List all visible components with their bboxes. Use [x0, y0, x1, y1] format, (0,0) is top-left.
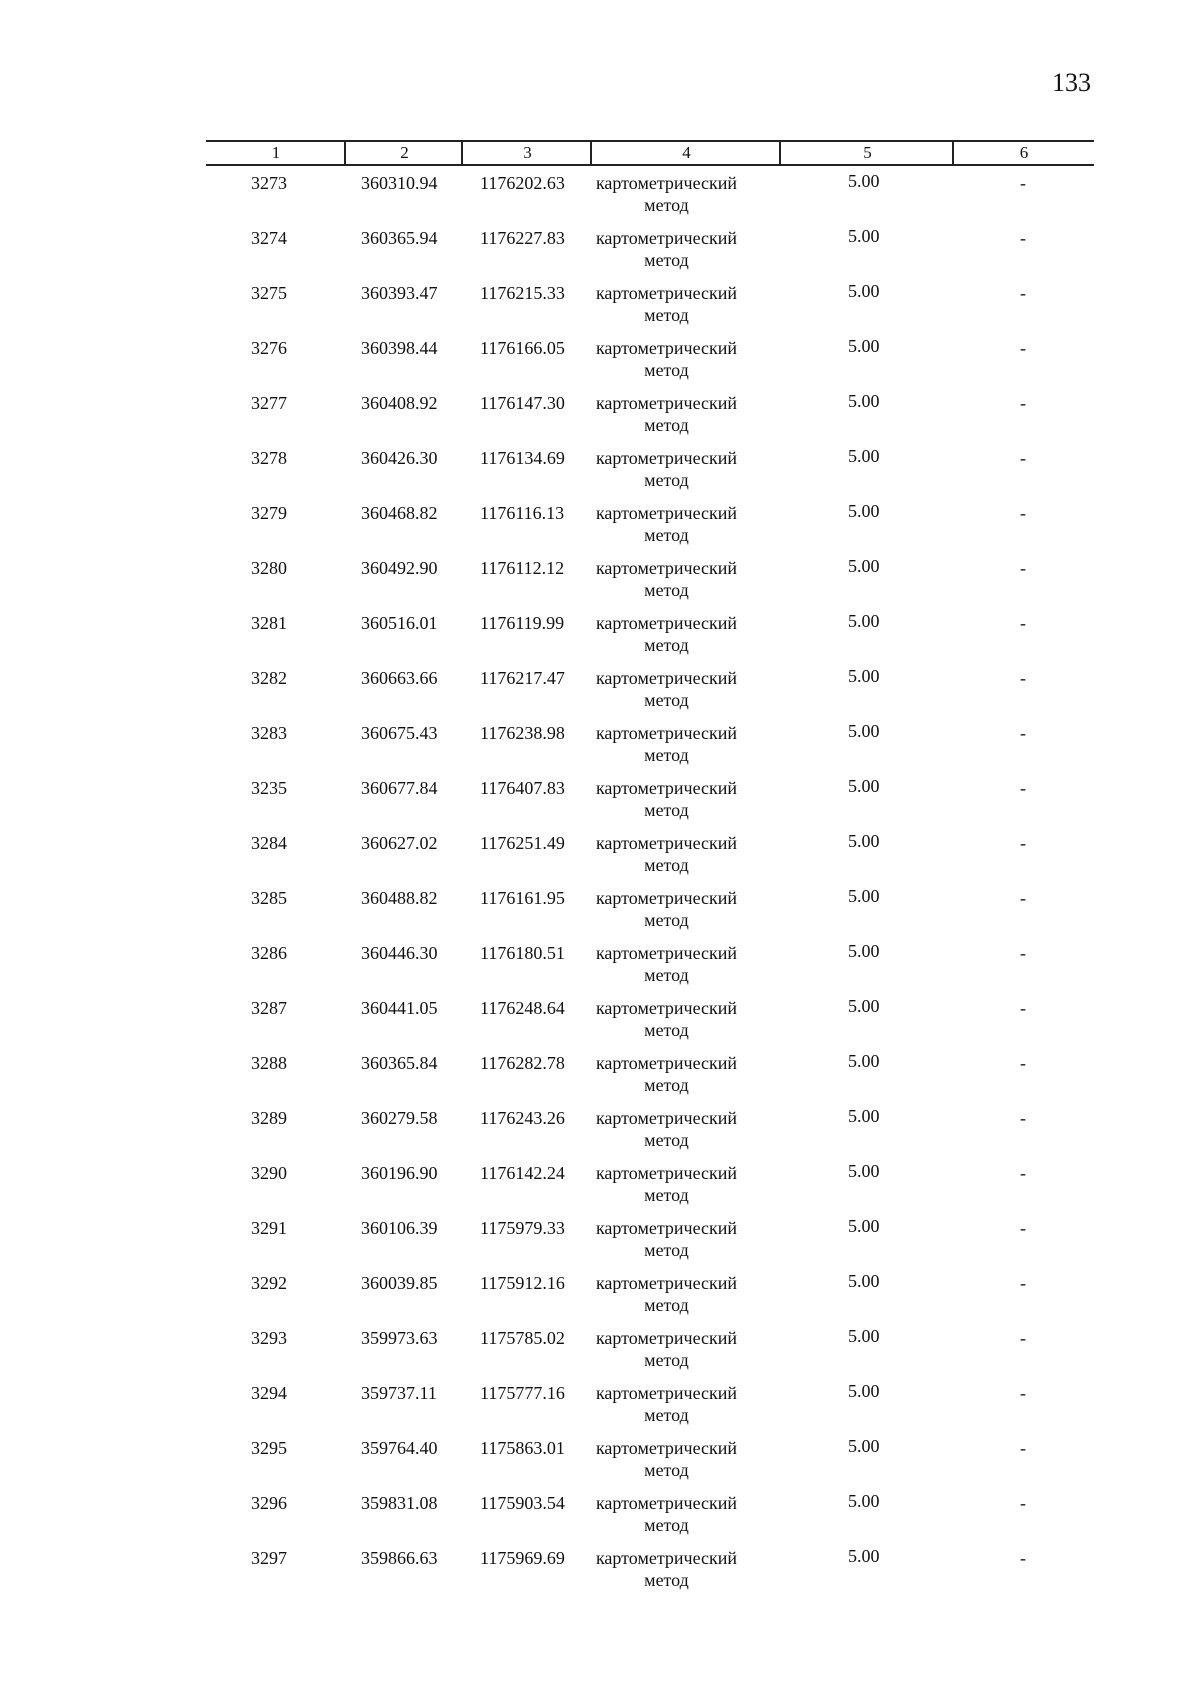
- point-number: 3275: [251, 283, 287, 303]
- coord-y: 1176215.33: [480, 283, 565, 303]
- method-line-2: метод: [644, 525, 689, 545]
- coord-x: 360039.85: [361, 1273, 438, 1293]
- table-row: [206, 282, 1094, 337]
- method-line-2: метод: [644, 360, 689, 380]
- note: -: [1020, 888, 1026, 908]
- coord-y: 1176112.12: [480, 558, 565, 578]
- method-line-2: метод: [644, 470, 689, 490]
- method-line-2: метод: [644, 1075, 689, 1095]
- coord-x: 360310.94: [361, 173, 438, 193]
- table-row: [206, 1492, 1094, 1547]
- method-line-1: картометрический: [595, 338, 738, 358]
- method-line-1: картометрический: [595, 1108, 738, 1128]
- accuracy: 5.00: [848, 281, 880, 301]
- accuracy: 5.00: [848, 556, 880, 576]
- point-number: 3297: [251, 1548, 287, 1568]
- note: -: [1020, 998, 1026, 1018]
- method-line-2: метод: [644, 635, 689, 655]
- point-number: 3293: [251, 1328, 287, 1348]
- method-line-1: картометрический: [595, 448, 738, 468]
- coord-y: 1176119.99: [480, 613, 565, 633]
- coord-x: 360408.92: [361, 393, 438, 413]
- method-line-2: метод: [644, 910, 689, 930]
- table-body: [206, 172, 1094, 1602]
- accuracy: 5.00: [848, 1326, 880, 1346]
- note: -: [1020, 1163, 1026, 1183]
- point-number: 3277: [251, 393, 287, 413]
- accuracy: 5.00: [848, 776, 880, 796]
- accuracy: 5.00: [848, 1271, 880, 1291]
- accuracy: 5.00: [848, 1106, 880, 1126]
- method: [589, 942, 744, 986]
- method: [589, 832, 744, 876]
- method: [589, 1437, 744, 1481]
- accuracy: 5.00: [848, 446, 880, 466]
- coord-y: 1176227.83: [480, 228, 565, 248]
- method-line-1: картометрический: [595, 1053, 738, 1073]
- method: [589, 887, 744, 931]
- method-line-1: картометрический: [595, 1163, 738, 1183]
- accuracy: 5.00: [848, 831, 880, 851]
- method: [589, 172, 744, 216]
- coord-y: 1176202.63: [480, 173, 565, 193]
- accuracy: 5.00: [848, 1161, 880, 1181]
- note: -: [1020, 393, 1026, 413]
- table-row: [206, 1217, 1094, 1272]
- method: [589, 1327, 744, 1371]
- note: -: [1020, 1218, 1026, 1238]
- coord-x: 360492.90: [361, 558, 438, 578]
- table-row: [206, 777, 1094, 832]
- coord-y: 1176180.51: [480, 943, 565, 963]
- table-row: [206, 612, 1094, 667]
- method: [589, 337, 744, 381]
- method: [589, 1382, 744, 1426]
- method-line-2: метод: [644, 1515, 689, 1535]
- note: -: [1020, 1438, 1026, 1458]
- method-line-1: картометрический: [595, 998, 738, 1018]
- point-number: 3296: [251, 1493, 287, 1513]
- coord-y: 1176116.13: [480, 503, 565, 523]
- note: -: [1020, 173, 1026, 193]
- table-row: [206, 557, 1094, 612]
- coord-y: 1175979.33: [480, 1218, 565, 1238]
- note: -: [1020, 778, 1026, 798]
- coord-x: 360279.58: [361, 1108, 438, 1128]
- table-row: [206, 1272, 1094, 1327]
- method-line-1: картометрический: [595, 778, 738, 798]
- table-row: [206, 832, 1094, 887]
- header-col-4: 4: [592, 142, 781, 164]
- table-row: [206, 887, 1094, 942]
- method-line-2: метод: [644, 1405, 689, 1425]
- method-line-2: метод: [644, 305, 689, 325]
- note: -: [1020, 1108, 1026, 1128]
- coord-x: 360196.90: [361, 1163, 438, 1183]
- accuracy: 5.00: [848, 1546, 880, 1566]
- method-line-1: картометрический: [595, 1273, 738, 1293]
- method-line-2: метод: [644, 965, 689, 985]
- method-line-1: картометрический: [595, 833, 738, 853]
- method: [589, 1107, 744, 1151]
- method: [589, 722, 744, 766]
- method-line-2: метод: [644, 1130, 689, 1150]
- method-line-1: картометрический: [595, 503, 738, 523]
- table-row: [206, 997, 1094, 1052]
- note: -: [1020, 1053, 1026, 1073]
- method-line-2: метод: [644, 195, 689, 215]
- header-col-3: 3: [463, 142, 592, 164]
- point-number: 3283: [251, 723, 287, 743]
- accuracy: 5.00: [848, 886, 880, 906]
- header-col-6: 6: [1019, 143, 1029, 162]
- method-line-2: метод: [644, 1350, 689, 1370]
- note: -: [1020, 338, 1026, 358]
- method: [589, 282, 744, 326]
- method: [589, 1052, 744, 1096]
- point-number: 3279: [251, 503, 287, 523]
- coord-x: 360516.01: [361, 613, 438, 633]
- note: -: [1020, 1548, 1026, 1568]
- table-row: [206, 667, 1094, 722]
- coord-y: 1176134.69: [480, 448, 565, 468]
- accuracy: 5.00: [848, 1491, 880, 1511]
- point-number: 3280: [251, 558, 287, 578]
- coord-y: 1175912.16: [480, 1273, 565, 1293]
- note: -: [1020, 723, 1026, 743]
- method-line-2: метод: [644, 250, 689, 270]
- coord-x: 360663.66: [361, 668, 438, 688]
- method: [589, 392, 744, 436]
- point-number: 3235: [251, 778, 287, 798]
- coord-y: 1175785.02: [480, 1328, 565, 1348]
- coord-y: 1176407.83: [480, 778, 565, 798]
- table-header: [206, 140, 1094, 166]
- method-line-1: картометрический: [595, 1328, 738, 1348]
- method-line-2: метод: [644, 690, 689, 710]
- note: -: [1020, 228, 1026, 248]
- accuracy: 5.00: [848, 996, 880, 1016]
- point-number: 3291: [251, 1218, 287, 1238]
- method: [589, 667, 744, 711]
- table-row: [206, 502, 1094, 557]
- note: -: [1020, 558, 1026, 578]
- method: [589, 612, 744, 656]
- header-col-1: 1: [206, 142, 346, 164]
- table-row: [206, 1547, 1094, 1602]
- method-line-1: картометрический: [595, 1548, 738, 1568]
- accuracy: 5.00: [848, 721, 880, 741]
- coord-x: 359737.11: [361, 1383, 437, 1403]
- table-row: [206, 942, 1094, 997]
- method-line-2: метод: [644, 1185, 689, 1205]
- table-row: [206, 227, 1094, 282]
- method-line-2: метод: [644, 1240, 689, 1260]
- method: [589, 1217, 744, 1261]
- method-line-2: метод: [644, 580, 689, 600]
- header-col-2: 2: [346, 142, 463, 164]
- coord-y: 1175777.16: [480, 1383, 565, 1403]
- accuracy: 5.00: [848, 501, 880, 521]
- coord-y: 1176161.95: [480, 888, 565, 908]
- point-number: 3276: [251, 338, 287, 358]
- method: [589, 997, 744, 1041]
- accuracy: 5.00: [848, 941, 880, 961]
- method: [589, 1492, 744, 1536]
- point-number: 3292: [251, 1273, 287, 1293]
- page-number: 133: [1052, 68, 1091, 97]
- method-line-1: картометрический: [595, 943, 738, 963]
- point-number: 3289: [251, 1108, 287, 1128]
- table-row: [206, 392, 1094, 447]
- accuracy: 5.00: [848, 666, 880, 686]
- method: [589, 557, 744, 601]
- coord-x: 359831.08: [361, 1493, 438, 1513]
- note: -: [1020, 1383, 1026, 1403]
- note: -: [1020, 613, 1026, 633]
- accuracy: 5.00: [848, 226, 880, 246]
- method-line-1: картометрический: [595, 283, 738, 303]
- note: -: [1020, 668, 1026, 688]
- method-line-1: картометрический: [595, 393, 738, 413]
- coord-x: 360675.43: [361, 723, 438, 743]
- table-row: [206, 447, 1094, 502]
- coord-x: 360106.39: [361, 1218, 438, 1238]
- point-number: 3294: [251, 1383, 287, 1403]
- table-row: [206, 1052, 1094, 1107]
- accuracy: 5.00: [848, 1436, 880, 1456]
- table-row: [206, 1327, 1094, 1382]
- method-line-2: метод: [644, 1020, 689, 1040]
- note: -: [1020, 1493, 1026, 1513]
- point-number: 3273: [251, 173, 287, 193]
- method-line-1: картометрический: [595, 888, 738, 908]
- table-row: [206, 172, 1094, 227]
- table-row: [206, 1107, 1094, 1162]
- coord-x: 359973.63: [361, 1328, 438, 1348]
- point-number: 3281: [251, 613, 287, 633]
- point-number: 3288: [251, 1053, 287, 1073]
- coord-y: 1176166.05: [480, 338, 565, 358]
- header-col-5: 5: [781, 142, 954, 164]
- method-line-2: метод: [644, 800, 689, 820]
- method-line-1: картометрический: [595, 1493, 738, 1513]
- method-line-2: метод: [644, 1570, 689, 1590]
- method-line-1: картометрический: [595, 1383, 738, 1403]
- point-number: 3295: [251, 1438, 287, 1458]
- coord-x: 360488.82: [361, 888, 438, 908]
- coord-y: 1175969.69: [480, 1548, 565, 1568]
- accuracy: 5.00: [848, 1051, 880, 1071]
- point-number: 3286: [251, 943, 287, 963]
- note: -: [1020, 448, 1026, 468]
- coord-y: 1176147.30: [480, 393, 565, 413]
- accuracy: 5.00: [848, 1216, 880, 1236]
- point-number: 3287: [251, 998, 287, 1018]
- coord-y: 1176217.47: [480, 668, 565, 688]
- accuracy: 5.00: [848, 1381, 880, 1401]
- coord-x: 360365.94: [361, 228, 438, 248]
- accuracy: 5.00: [848, 391, 880, 411]
- accuracy: 5.00: [848, 336, 880, 356]
- coord-y: 1176238.98: [480, 723, 565, 743]
- coord-y: 1176282.78: [480, 1053, 565, 1073]
- method: [589, 1162, 744, 1206]
- method-line-1: картометрический: [595, 668, 738, 688]
- table-row: [206, 337, 1094, 392]
- method-line-2: метод: [644, 1295, 689, 1315]
- coord-x: 359866.63: [361, 1548, 438, 1568]
- note: -: [1020, 1273, 1026, 1293]
- table-row: [206, 1382, 1094, 1437]
- method-line-1: картометрический: [595, 723, 738, 743]
- point-number: 3285: [251, 888, 287, 908]
- coord-x: 360426.30: [361, 448, 438, 468]
- coord-y: 1175863.01: [480, 1438, 565, 1458]
- method-line-2: метод: [644, 855, 689, 875]
- coord-y: 1176243.26: [480, 1108, 565, 1128]
- method-line-2: метод: [644, 745, 689, 765]
- method-line-1: картометрический: [595, 173, 738, 193]
- coord-x: 360393.47: [361, 283, 438, 303]
- note: -: [1020, 943, 1026, 963]
- coord-x: 360468.82: [361, 503, 438, 523]
- method-line-1: картометрический: [595, 613, 738, 633]
- method-line-2: метод: [644, 415, 689, 435]
- method-line-1: картометрический: [595, 1218, 738, 1238]
- method-line-1: картометрический: [595, 558, 738, 578]
- note: -: [1020, 1328, 1026, 1348]
- method: [589, 447, 744, 491]
- table-row: [206, 722, 1094, 777]
- method: [589, 1547, 744, 1591]
- method: [589, 227, 744, 271]
- coord-x: 360441.05: [361, 998, 438, 1018]
- note: -: [1020, 833, 1026, 853]
- table-row: [206, 1162, 1094, 1217]
- accuracy: 5.00: [848, 171, 880, 191]
- note: -: [1020, 283, 1026, 303]
- coord-y: 1176251.49: [480, 833, 565, 853]
- point-number: 3290: [251, 1163, 287, 1183]
- point-number: 3284: [251, 833, 287, 853]
- method: [589, 1272, 744, 1316]
- coord-x: 360365.84: [361, 1053, 438, 1073]
- point-number: 3274: [251, 228, 287, 248]
- method: [589, 777, 744, 821]
- point-number: 3278: [251, 448, 287, 468]
- coord-x: 360446.30: [361, 943, 438, 963]
- method-line-2: метод: [644, 1460, 689, 1480]
- point-number: 3282: [251, 668, 287, 688]
- table-row: [206, 1437, 1094, 1492]
- method-line-1: картометрический: [595, 1438, 738, 1458]
- coord-x: 359764.40: [361, 1438, 438, 1458]
- accuracy: 5.00: [848, 611, 880, 631]
- coord-x: 360398.44: [361, 338, 438, 358]
- note: -: [1020, 503, 1026, 523]
- coord-x: 360677.84: [361, 778, 438, 798]
- coord-y: 1176248.64: [480, 998, 565, 1018]
- coord-y: 1176142.24: [480, 1163, 565, 1183]
- method: [589, 502, 744, 546]
- method-line-1: картометрический: [595, 228, 738, 248]
- coord-x: 360627.02: [361, 833, 438, 853]
- coord-y: 1175903.54: [480, 1493, 565, 1513]
